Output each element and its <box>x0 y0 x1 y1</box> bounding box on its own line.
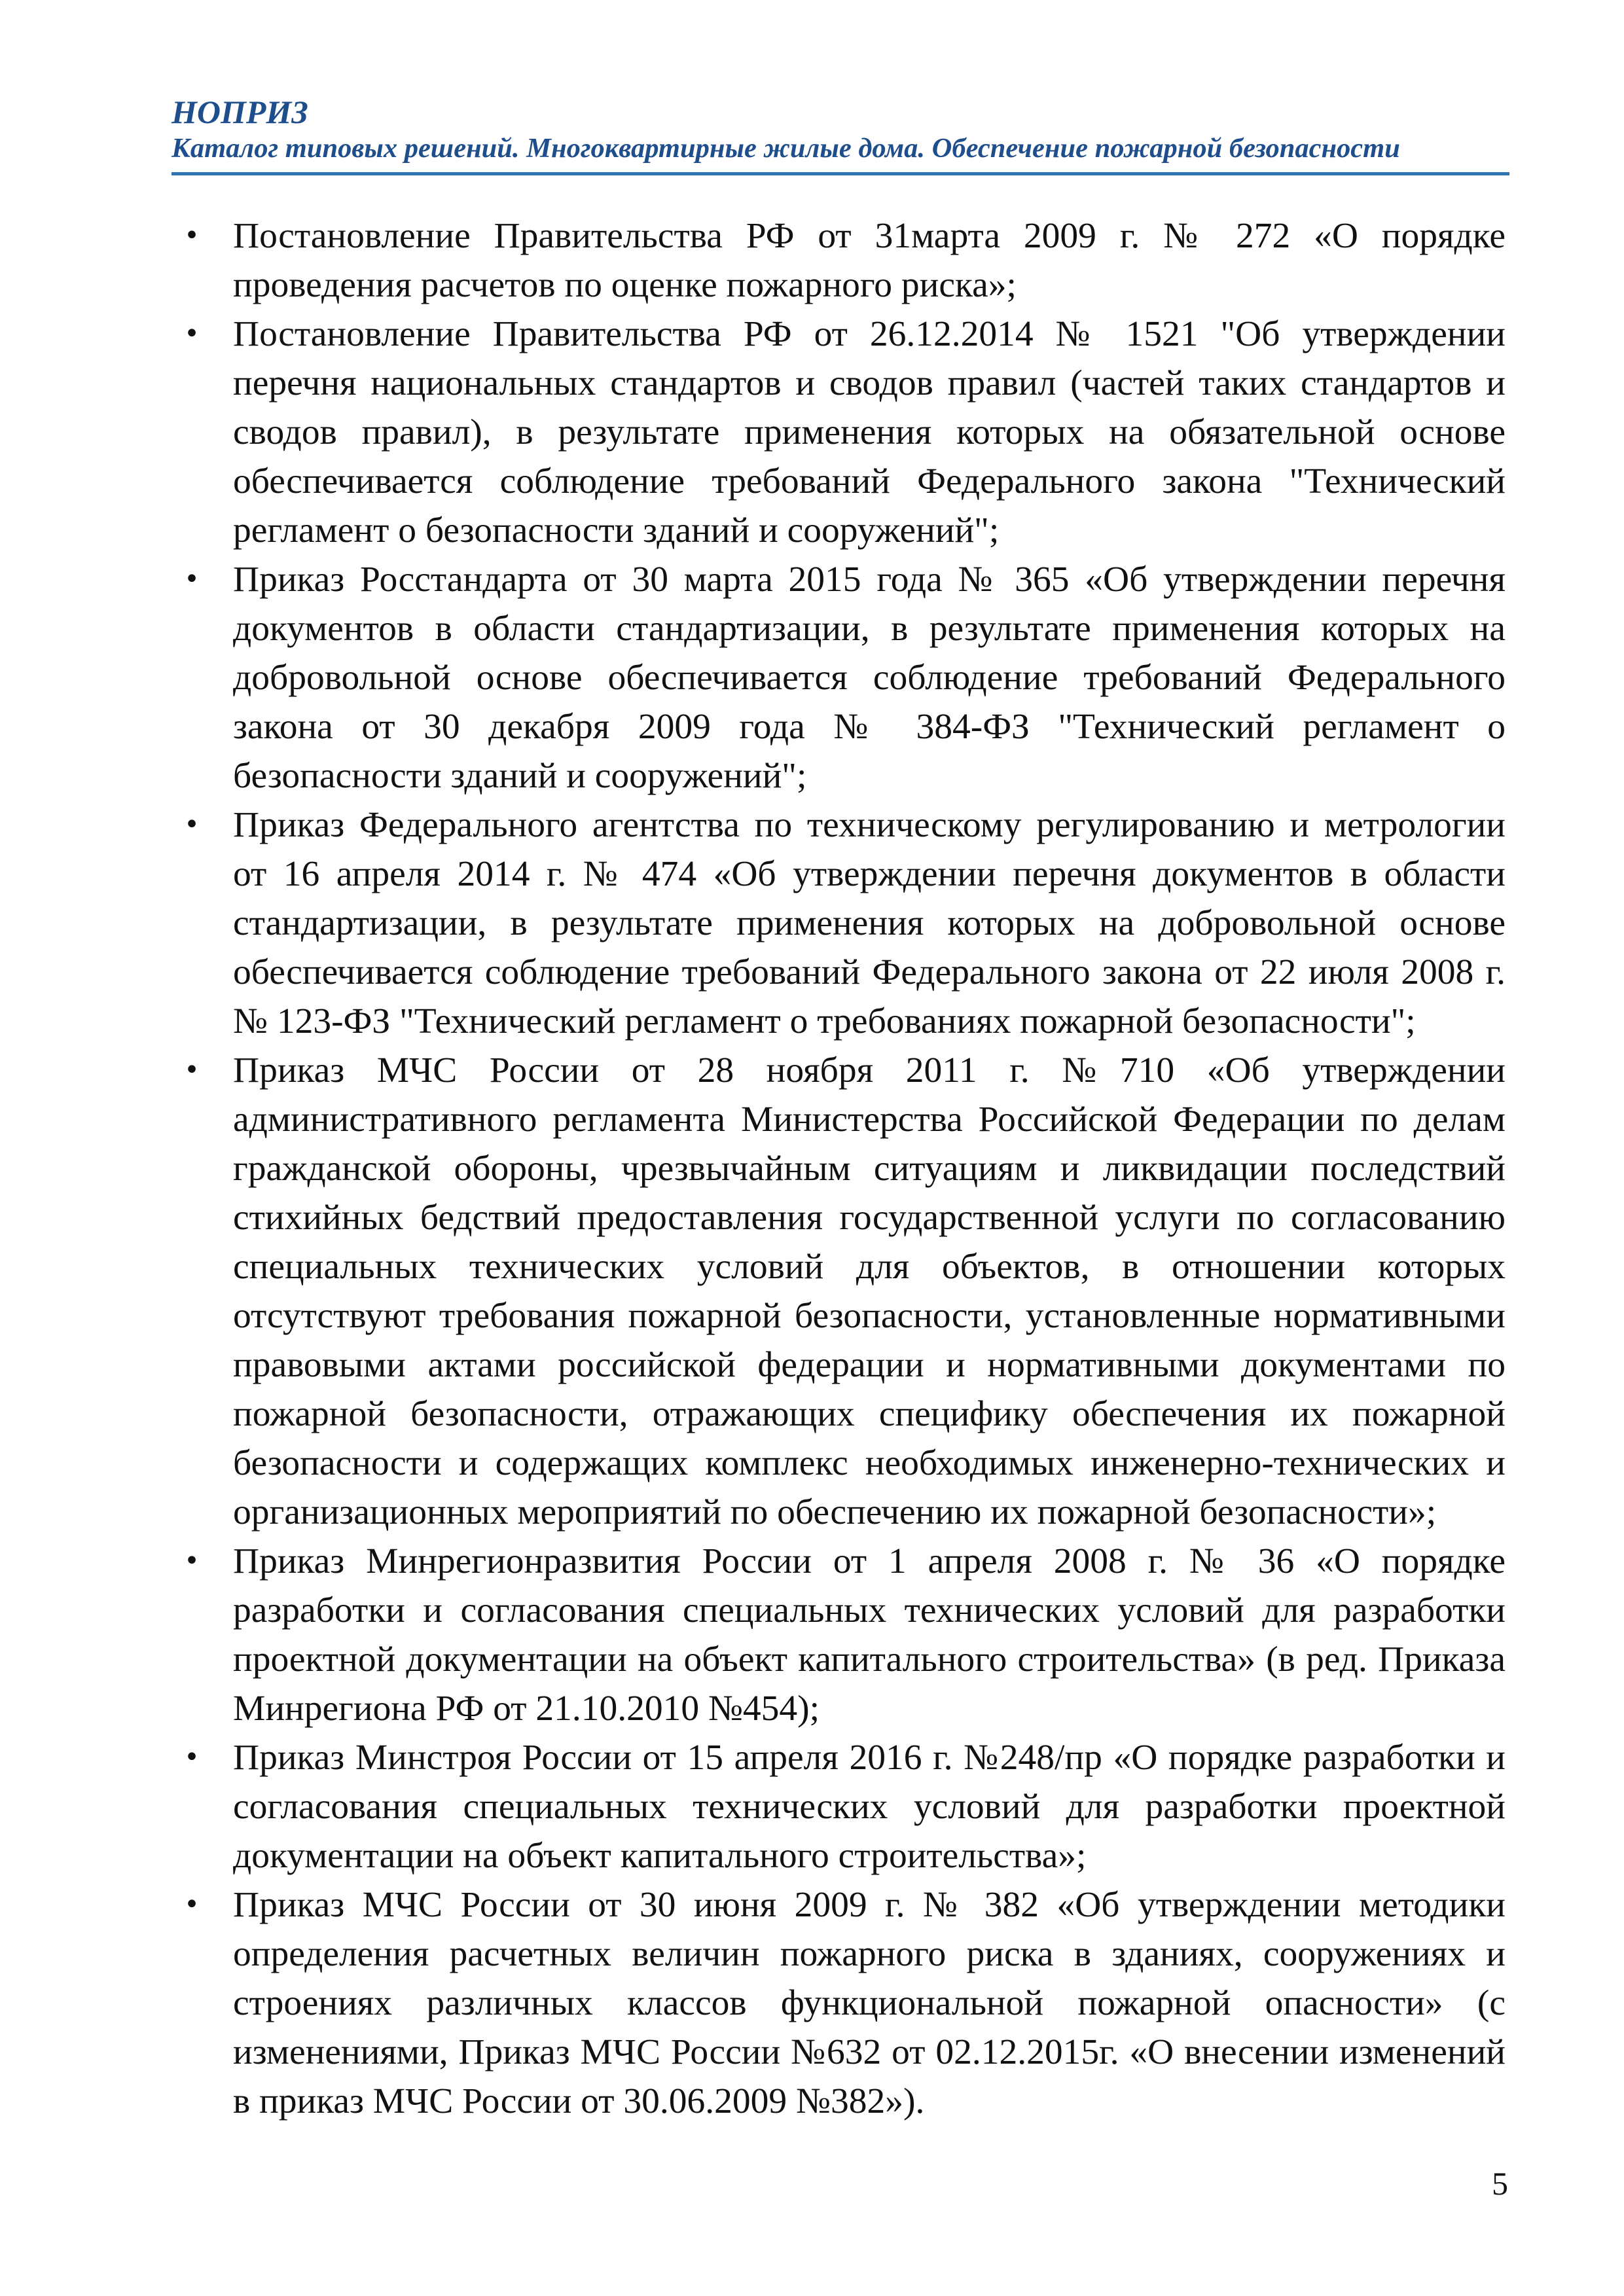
bullet-icon: • <box>184 221 200 251</box>
page-number: 5 <box>1492 2165 1508 2202</box>
catalog-title: Каталог типовых решений. Многоквартирные жилые дома. Обеспечение пожарной безопасности <box>171 133 1400 164</box>
list-item <box>175 800 1506 1046</box>
list-item <box>175 1880 1506 2126</box>
list-item <box>175 1046 1506 1537</box>
list-item <box>175 310 1506 555</box>
bullet-icon: • <box>184 319 200 349</box>
list-item <box>175 555 1506 800</box>
list-item-text: Постановление Правительства РФ от 26.12.2014 № 1521 "Об утверждении перечня национальных стандартов и сводов правил (частей таких стандартов и сводов правил), в результате применения которых на обязательной основе обеспечивается соблюдение требований Федерального закона "Технический регламент о безопасности зданий и сооружений"; <box>233 314 1506 550</box>
list-item-text: Приказ Минрегионразвития России от 1 апреля 2008 г. № 36 «О порядке разработки и согласования специальных технических условий для разработки проектной документации на объект капитального строительства» (в ред. Приказа Минрегиона РФ от 21.10.2010 №454); <box>233 1541 1506 1729</box>
list-item-text: Приказ Росстандарта от 30 марта 2015 года № 365 «Об утверждении перечня документов в области стандартизации, в результате применения которых на добровольной основе обеспечивается соблюдение требований Федерального закона от 30 декабря 2009 года № 384-ФЗ "Технический регламент о безопасности зданий и сооружений"; <box>233 560 1506 796</box>
list-item-text: Приказ Минстроя России от 15 апреля 2016 г. №248/пр «О порядке разработки и согласования специальных технических условий для разработки проектной документации на объект капитального строительства»; <box>233 1738 1506 1876</box>
bullet-icon: • <box>184 1055 200 1085</box>
list-item <box>175 1733 1506 1880</box>
header-divider <box>171 172 1509 175</box>
list-item-text: Приказ МЧС России от 30 июня 2009 г. № 382 «Об утверждении методики определения расчетных величин пожарного риска в зданиях, сооружениях и строениях различных классов функциональной пожарной опасности» (с изменениями, Приказ МЧС России №632 от 02.12.2015г. «О внесении изменений в приказ МЧС России от 30.06.2009 №382»). <box>233 1885 1506 2121</box>
page-header <box>171 94 1509 165</box>
bullet-icon: • <box>184 1890 200 1920</box>
organization-name: НОПРИЗ <box>171 94 308 130</box>
bullet-icon: • <box>184 1742 200 1772</box>
list-item <box>175 211 1506 310</box>
list-item-text: Постановление Правительства РФ от 31марта 2009 г. № 272 «О порядке проведения расчетов по оценке пожарного риска»; <box>233 216 1506 305</box>
list-item <box>175 1537 1506 1733</box>
bullet-icon: • <box>184 564 200 594</box>
regulations-list <box>175 211 1506 2126</box>
list-item-text: Приказ Федерального агентства по техническому регулированию и метрологии от 16 апреля 2014 г. № 474 «Об утверждении перечня документов в области стандартизации, в результате применения которых на добровольной основе обеспечивается соблюдение требований Федерального закона от 22 июля 2008 г. № 123-ФЗ "Технический регламент о требованиях пожарной безопасности"; <box>233 805 1506 1041</box>
list-item-text: Приказ МЧС России от 28 ноября 2011 г. №710 «Об утверждении административного регламента Министерства Российской Федерации по делам гражданской обороны, чрезвычайным ситуациям и ликвидации последствий стихийных бедствий предоставления государственной услуги по согласованию специальных технических условий для объектов, в отношении которых отсутствуют требования пожарной безопасности, установленные нормативными правовыми актами российской федерации и нормативными документами по пожарной безопасности, отражающих специфику обеспечения их пожарной безопасности и содержащих комплекс необходимых инженерно-технических и организационных мероприятий по обеспечению их пожарной безопасности»; <box>233 1050 1506 1532</box>
bullet-icon: • <box>184 1546 200 1576</box>
bullet-icon: • <box>184 810 200 840</box>
